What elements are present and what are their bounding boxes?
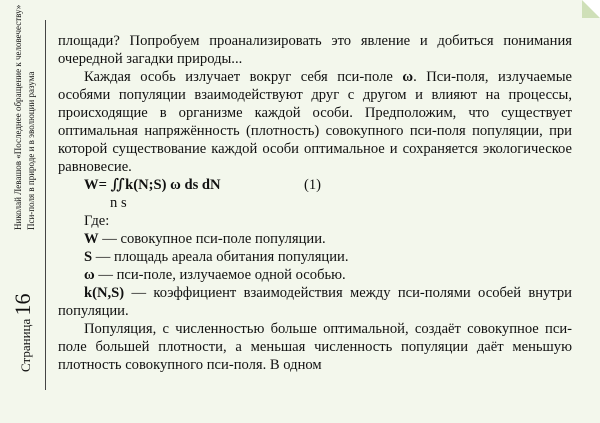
text-run: . Пси-поля, излучаемые особями популяции взаимодействуют друг с другом и влияют на процессы, происходящие в организме каждой особи. Предположим, что существует оптимальная напряжённость (плотность) совокупного пси-поля популяции, при которой существование каждой особи оптимальное и сохраняется экологическое равновесие.	[58, 69, 572, 175]
page-number-label	[10, 293, 36, 372]
page-corner-fold	[582, 0, 600, 18]
definition-term: S	[84, 249, 93, 265]
page-number: 16	[10, 293, 35, 316]
where-label: Где:	[84, 213, 110, 229]
definition-text: — пси-поле, излучаемое одной особью.	[94, 267, 346, 283]
book-author-title: Николай Левашов «Последнее обращение к человечеству»	[13, 4, 23, 230]
definition-term: ω	[84, 267, 95, 283]
definition-k	[58, 284, 572, 320]
formula-number: (1)	[304, 177, 322, 193]
formula-line	[58, 176, 572, 194]
formula-subscript: n s	[110, 195, 127, 211]
page-label-text: Страница	[18, 318, 33, 372]
definition-term: W	[84, 231, 99, 247]
sidebar-divider	[45, 20, 46, 390]
definition-w	[58, 230, 572, 248]
text-run: Каждая особь излучает вокруг себя пси-поле	[84, 69, 403, 85]
definition-text: — совокупное пси-поле популяции.	[98, 231, 326, 247]
definition-omega	[58, 266, 572, 284]
paragraph: Популяция, с численностью больше оптимальной, создаёт совокупное пси-поле большей плотности, а меньшая численность популяции даёт меньшую плотность совокупного пси-поля. В одном	[58, 321, 572, 373]
formula: W= ∬k(N;S) ω ds dN	[84, 177, 221, 193]
definition-s	[58, 248, 572, 266]
chapter-title: Пси-поля в природе и в эволюции разума	[26, 71, 36, 230]
omega-symbol: ω	[402, 69, 414, 85]
paragraph	[58, 68, 572, 176]
definition-term: k(N,S)	[84, 285, 125, 301]
page-sidebar	[0, 0, 50, 423]
definition-text: — коэффициент взаимодействия между пси-полями особей внутри популяции.	[58, 285, 572, 319]
page-content	[58, 32, 572, 374]
definition-text: — площадь ареала обитания популяции.	[92, 249, 349, 265]
paragraph: площади? Попробуем проанализировать это явление и добиться понимания очередной загадки природы...	[58, 33, 572, 67]
